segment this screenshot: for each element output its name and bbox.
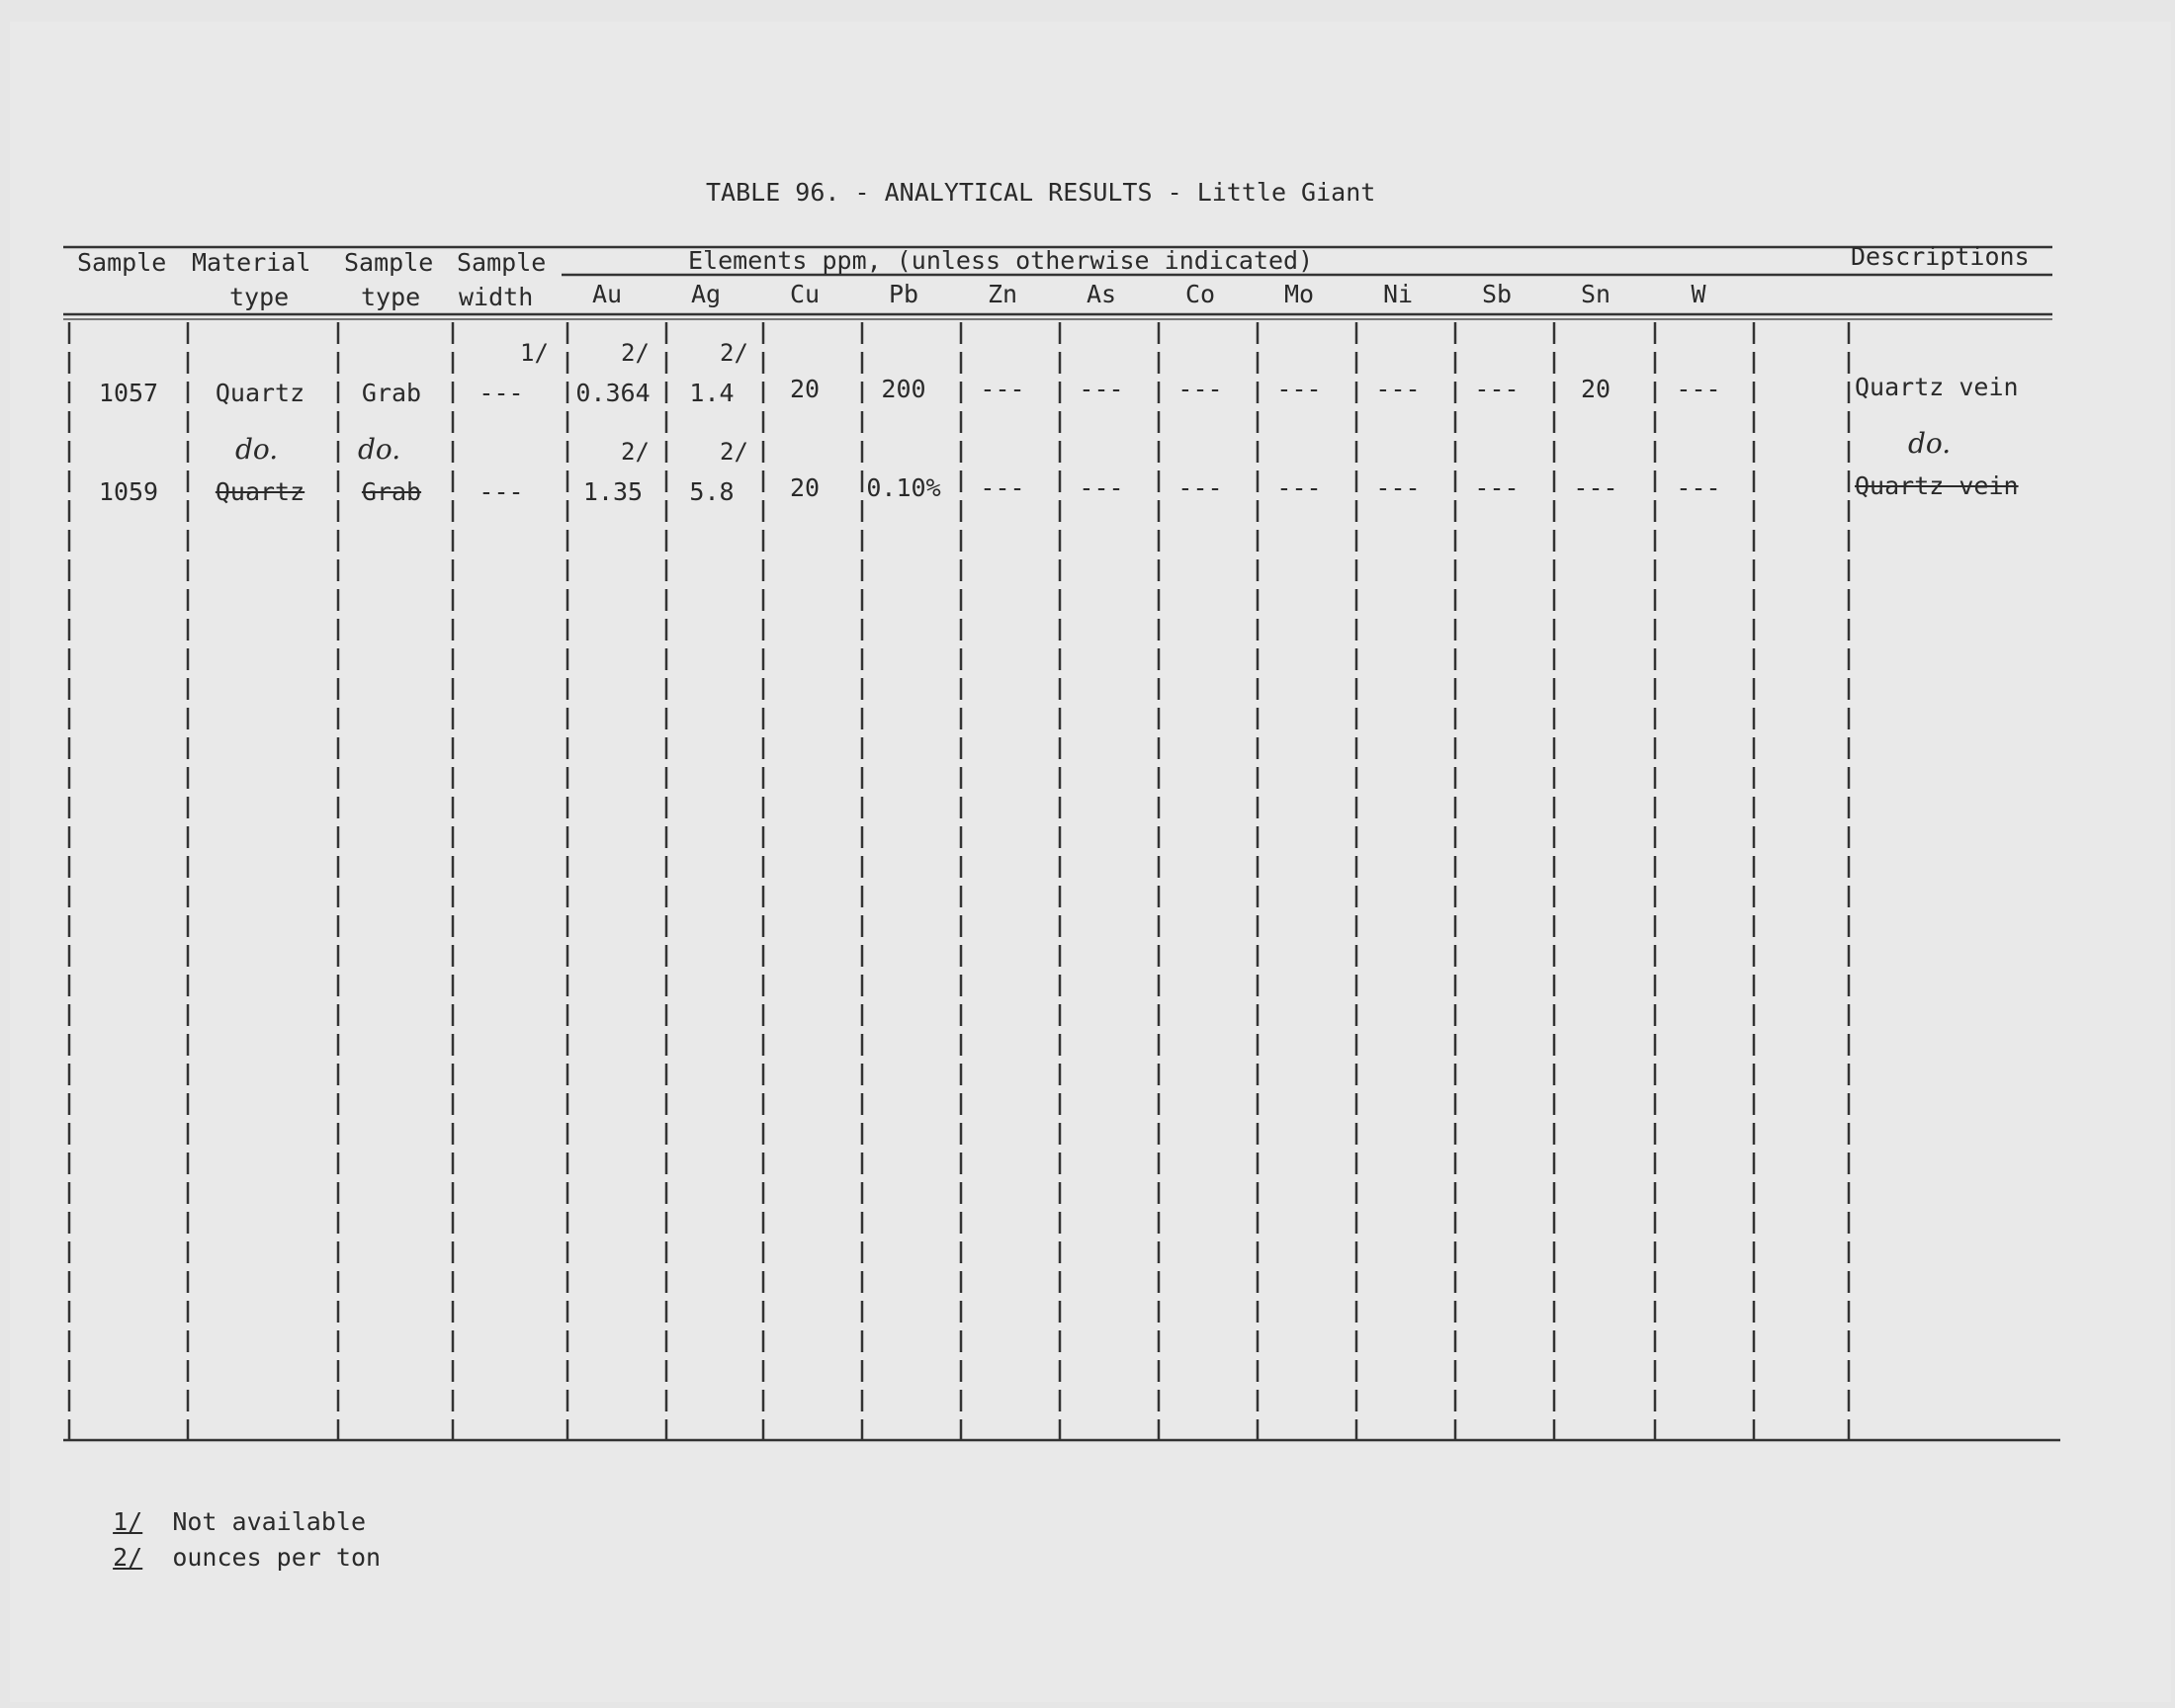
footnote-2-text: ounces per ton <box>172 1543 382 1572</box>
value-pb: 0.10% <box>866 473 941 502</box>
ag-footnote-ref: 2/ <box>720 339 748 367</box>
sample-number: 1059 <box>98 477 159 506</box>
header-sample-type: Sample <box>344 248 434 277</box>
value-mo: --- <box>1276 375 1322 403</box>
header-element-co: Co <box>1184 280 1216 308</box>
value-sn: --- <box>1573 473 1618 502</box>
header-sample-type-2: type <box>361 283 421 311</box>
value-au: 0.364 <box>575 379 651 407</box>
au-footnote-ref: 2/ <box>621 438 650 466</box>
value-zn: --- <box>980 375 1025 403</box>
footnote-2 <box>83 1514 381 1572</box>
header-sample-width: Sample <box>457 248 547 277</box>
value-co: --- <box>1177 473 1223 502</box>
sample-width: --- <box>478 477 524 506</box>
header-element-zn: Zn <box>987 280 1018 308</box>
header-width: width <box>459 283 534 311</box>
sample-width: --- <box>478 379 524 407</box>
header-descriptions: Descriptions <box>1851 242 2030 271</box>
header-element-mo: Mo <box>1283 280 1315 308</box>
value-sb: --- <box>1474 473 1520 502</box>
value-ni: --- <box>1375 473 1421 502</box>
material-type: Quartz <box>215 379 305 407</box>
header-elements-span: Elements ppm, (unless otherwise indicated) <box>688 246 1314 275</box>
footnote-2-number: 2/ <box>113 1543 143 1572</box>
value-au: 1.35 <box>582 477 644 506</box>
material-type: Quartz <box>215 477 305 506</box>
description: Quartz vein <box>1855 373 2019 401</box>
value-ag: 5.8 <box>689 477 735 506</box>
header-element-sn: Sn <box>1580 280 1611 308</box>
value-ag: 1.4 <box>689 379 735 407</box>
header-element-as: As <box>1086 280 1117 308</box>
value-as: --- <box>1079 375 1124 403</box>
width-footnote-ref: 1/ <box>520 339 549 367</box>
value-w: --- <box>1676 473 1721 502</box>
value-ni: --- <box>1375 375 1421 403</box>
value-cu: 20 <box>789 375 821 403</box>
value-cu: 20 <box>789 473 821 502</box>
value-as: --- <box>1079 473 1124 502</box>
header-sample: Sample <box>77 248 167 277</box>
value-co: --- <box>1177 375 1223 403</box>
header-element-au: Au <box>591 280 623 308</box>
table-title: TABLE 96. - ANALYTICAL RESULTS - Little Giant <box>706 178 1376 207</box>
sample-type: Grab <box>361 477 422 506</box>
sample-type-ditto-handwritten: do. <box>358 433 401 466</box>
header-element-w: W <box>1691 280 1706 308</box>
value-pb: 200 <box>881 375 926 403</box>
au-footnote-ref: 2/ <box>621 339 650 367</box>
sample-number: 1057 <box>98 379 159 407</box>
header-element-sb: Sb <box>1481 280 1513 308</box>
header-element-ag: Ag <box>690 280 722 308</box>
ag-footnote-ref: 2/ <box>720 438 748 466</box>
value-w: --- <box>1676 375 1721 403</box>
value-mo: --- <box>1276 473 1322 502</box>
header-material: Material <box>192 248 311 277</box>
footnote-1-text: Not available <box>172 1507 366 1536</box>
description-ditto-handwritten: do. <box>1908 427 1952 460</box>
description: Quartz vein <box>1855 471 2019 500</box>
value-sn: 20 <box>1580 375 1611 403</box>
footnote-1-number: 1/ <box>113 1507 143 1536</box>
material-ditto-handwritten: do. <box>235 433 279 466</box>
value-zn: --- <box>980 473 1025 502</box>
header-element-ni: Ni <box>1382 280 1414 308</box>
header-element-pb: Pb <box>888 280 919 308</box>
header-element-cu: Cu <box>789 280 821 308</box>
header-material-type: type <box>229 283 290 311</box>
sample-type: Grab <box>361 379 422 407</box>
value-sb: --- <box>1474 375 1520 403</box>
